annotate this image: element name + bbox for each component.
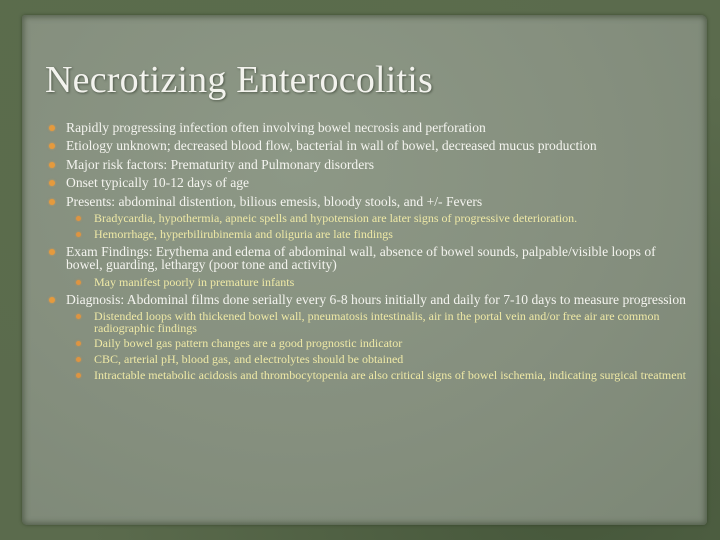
- bullet-item: [46, 121, 686, 134]
- bullet-item: [46, 176, 686, 189]
- bullet-item: [46, 158, 686, 171]
- sub-bullet-dot-icon: [76, 280, 81, 285]
- sub-bullet-dot-icon: [76, 341, 81, 346]
- sub-bullet-text: Hemorrhage, hyperbilirubinemia and oliguria are late findings: [94, 227, 393, 242]
- sub-bullet-text: Distended loops with thickened bowel wall, pneumatosis intestinalis, air in the portal vein and/or free air are common radiographic findings: [94, 309, 660, 335]
- sub-bullet-text: May manifest poorly in premature infants: [94, 274, 295, 289]
- bullet-dot-icon: [49, 125, 55, 131]
- bullet-text: Etiology unknown; decreased blood flow, bacterial in wall of bowel, decreased mucus production: [66, 138, 597, 154]
- sub-bullet-item: [46, 274, 686, 289]
- sub-bullet-dot-icon: [76, 373, 81, 378]
- bullet-dot-icon: [49, 297, 55, 303]
- sub-bullet-text: Daily bowel gas pattern changes are a good prognostic indicator: [94, 336, 403, 351]
- sub-bullet-item: [46, 354, 686, 366]
- sub-bullet-item: [46, 229, 686, 241]
- bullet-text: Major risk factors: Prematurity and Pulmonary disorders: [66, 156, 375, 172]
- sub-bullet-dot-icon: [76, 216, 81, 221]
- slide-title: Necrotizing Enterocolitis: [45, 59, 434, 101]
- sub-bullet-item: [46, 338, 686, 350]
- bullet-dot-icon: [49, 199, 55, 205]
- sub-bullet-text: Intractable metabolic acidosis and thrombocytopenia are also critical signs of bowel ischemia, indicating surgical treatment: [94, 367, 686, 382]
- bullet-item: [46, 293, 686, 306]
- bullet-dot-icon: [49, 249, 55, 255]
- sub-bullet-dot-icon: [76, 357, 81, 362]
- bullet-text: Rapidly progressing infection often involving bowel necrosis and perforation: [66, 120, 486, 135]
- bullet-item: [46, 245, 686, 272]
- bullet-dot-icon: [49, 143, 55, 149]
- sub-bullet-item: [46, 213, 686, 225]
- bullet-text: Diagnosis: Abdominal films done serially every 6-8 hours initially and daily for 7-10 days to measure progression: [66, 291, 686, 307]
- sub-bullet-text: Bradycardia, hypothermia, apneic spells and hypotension are later signs of progressive deterioration.: [94, 211, 578, 226]
- bullet-dot-icon: [49, 180, 55, 186]
- bullet-dot-icon: [49, 162, 55, 168]
- bullet-text: Presents: abdominal distention, bilious emesis, bloody stools, and +/- Fevers: [66, 193, 483, 209]
- bullet-item: [46, 139, 686, 152]
- sub-bullet-dot-icon: [76, 232, 81, 237]
- bullet-item: [46, 195, 686, 208]
- sub-bullet-item: [46, 311, 686, 334]
- bullet-list: [46, 121, 686, 386]
- bullet-text: Onset typically 10-12 days of age: [66, 175, 250, 191]
- sub-bullet-text: CBC, arterial pH, blood gas, and electrolytes should be obtained: [94, 352, 404, 367]
- sub-bullet-item: [46, 367, 686, 382]
- sub-bullet-dot-icon: [76, 314, 81, 319]
- bullet-text: Exam Findings: Erythema and edema of abdominal wall, absence of bowel sounds, palpable/visible loops of bowel, guarding, lethargy (poor tone and activity): [66, 243, 656, 273]
